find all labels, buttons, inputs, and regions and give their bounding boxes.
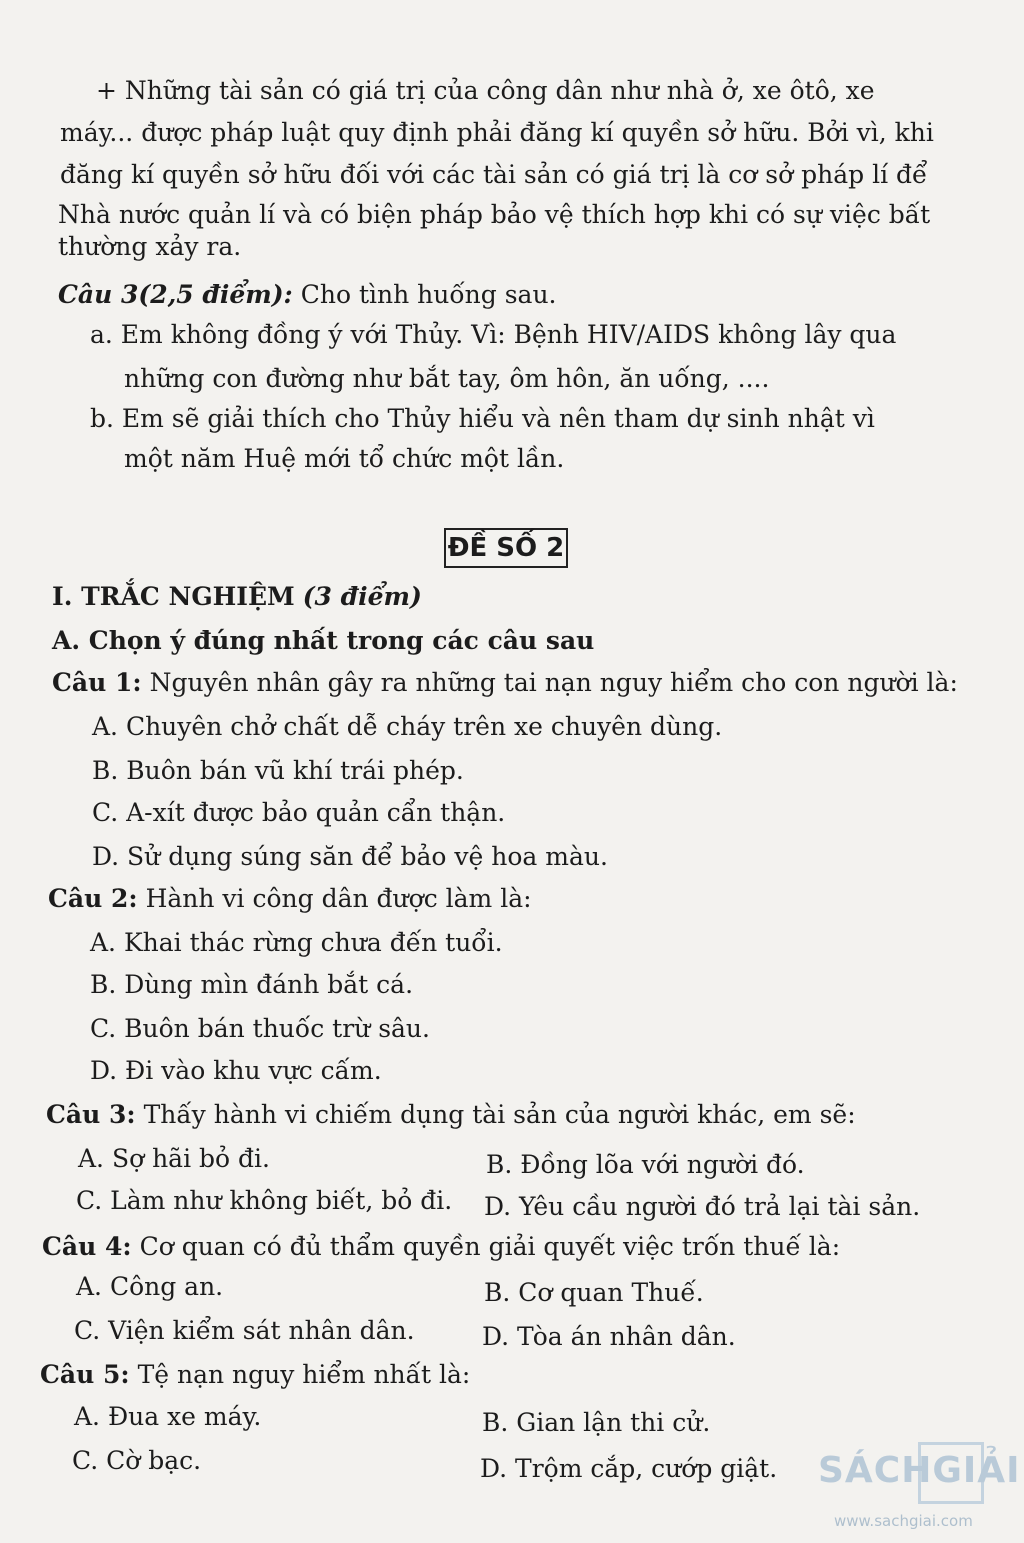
question-2-option-a: A. Khai thác rừng chưa đến tuổi. <box>90 928 503 957</box>
question-1-option-b: B. Buôn bán vũ khí trái phép. <box>92 756 464 785</box>
section-1-title: I. TRẮC NGHIỆM <box>52 582 295 611</box>
intro-line-3: đăng kí quyền sở hữu đối với các tài sản có giá trị là cơ sở pháp lí để <box>60 160 928 189</box>
intro-line-2: máy... được pháp luật quy định phải đăng kí quyền sở hữu. Bởi vì, khi <box>60 118 934 147</box>
prev-answer-a-line-1: a. Em không đồng ý với Thủy. Vì: Bệnh HIV/AIDS không lây qua <box>90 320 897 349</box>
section-a-title: A. Chọn ý đúng nhất trong các câu sau <box>52 626 595 655</box>
question-5 <box>40 1360 470 1390</box>
prev-answer-a-line-2: những con đường như bắt tay, ôm hôn, ăn uống, .... <box>124 364 770 393</box>
question-2-option-c: C. Buôn bán thuốc trừ sâu. <box>90 1014 430 1043</box>
question-1-option-c: C. A-xít được bảo quản cẩn thận. <box>92 798 506 827</box>
question-2 <box>48 884 532 914</box>
watermark-brand: SÁCHGIẢI <box>818 1450 1021 1491</box>
intro-line-4: Nhà nước quản lí và có biện pháp bảo vệ thích hợp khi có sự việc bất <box>58 200 931 229</box>
question-2-option-b: B. Dùng mìn đánh bắt cá. <box>90 970 414 999</box>
question-3-option-a: A. Sợ hãi bỏ đi. <box>78 1144 270 1173</box>
intro-line-5: thường xảy ra. <box>58 232 242 261</box>
prev-answer-b-line-2: một năm Huệ mới tổ chức một lần. <box>124 444 565 473</box>
watermark-url: www.sachgiai.com <box>834 1512 973 1530</box>
question-1 <box>52 668 958 698</box>
exam-title: ĐỀ SỐ 2 <box>444 528 568 568</box>
prev-answer-b-line-1: b. Em sẽ giải thích cho Thủy hiểu và nên tham dự sinh nhật vì <box>90 404 875 433</box>
question-4-option-b: B. Cơ quan Thuế. <box>484 1278 704 1307</box>
section-1-points: (3 điểm) <box>302 582 422 611</box>
question-4-text: Cơ quan có đủ thẩm quyền giải quyết việc trốn thuế là: <box>139 1232 841 1261</box>
prev-question-3 <box>58 280 557 310</box>
question-4 <box>42 1232 840 1262</box>
question-4-label: Câu 4: <box>42 1232 132 1261</box>
prev-question-3-label: Câu 3(2,5 điểm): <box>58 280 293 309</box>
question-1-label: Câu 1: <box>52 668 142 697</box>
question-3-label: Câu 3: <box>46 1100 136 1129</box>
question-4-option-a: A. Công an. <box>76 1272 224 1301</box>
question-2-text: Hành vi công dân được làm là: <box>145 884 532 913</box>
question-1-option-d: D. Sử dụng súng săn để bảo vệ hoa màu. <box>92 842 608 871</box>
question-4-option-c: C. Viện kiểm sát nhân dân. <box>74 1316 415 1345</box>
question-3-text: Thấy hành vi chiếm dụng tài sản của người khác, em sẽ: <box>143 1100 856 1129</box>
section-1-heading <box>52 582 422 612</box>
question-2-option-d: D. Đi vào khu vực cấm. <box>90 1056 382 1085</box>
watermark-logo <box>818 1440 1021 1535</box>
question-1-text: Nguyên nhân gây ra những tai nạn nguy hiểm cho con người là: <box>149 668 958 697</box>
question-3-option-c: C. Làm như không biết, bỏ đi. <box>76 1186 453 1215</box>
question-5-option-b: B. Gian lận thi cử. <box>482 1408 711 1437</box>
question-4-option-d: D. Tòa án nhân dân. <box>482 1322 736 1351</box>
question-5-label: Câu 5: <box>40 1360 130 1389</box>
prev-question-3-text: Cho tình huống sau. <box>300 280 557 309</box>
question-5-option-d: D. Trộm cắp, cướp giật. <box>480 1454 778 1483</box>
question-5-text: Tệ nạn nguy hiểm nhất là: <box>137 1360 471 1389</box>
intro-line-1: + Những tài sản có giá trị của công dân như nhà ở, xe ôtô, xe <box>96 76 875 105</box>
question-2-label: Câu 2: <box>48 884 138 913</box>
question-1-option-a: A. Chuyên chở chất dễ cháy trên xe chuyên dùng. <box>92 712 723 741</box>
question-3-option-b: B. Đồng lõa với người đó. <box>486 1150 805 1179</box>
question-3-option-d: D. Yêu cầu người đó trả lại tài sản. <box>484 1192 921 1221</box>
question-5-option-c: C. Cờ bạc. <box>72 1446 202 1475</box>
question-3 <box>46 1100 856 1130</box>
question-5-option-a: A. Đua xe máy. <box>74 1402 262 1431</box>
